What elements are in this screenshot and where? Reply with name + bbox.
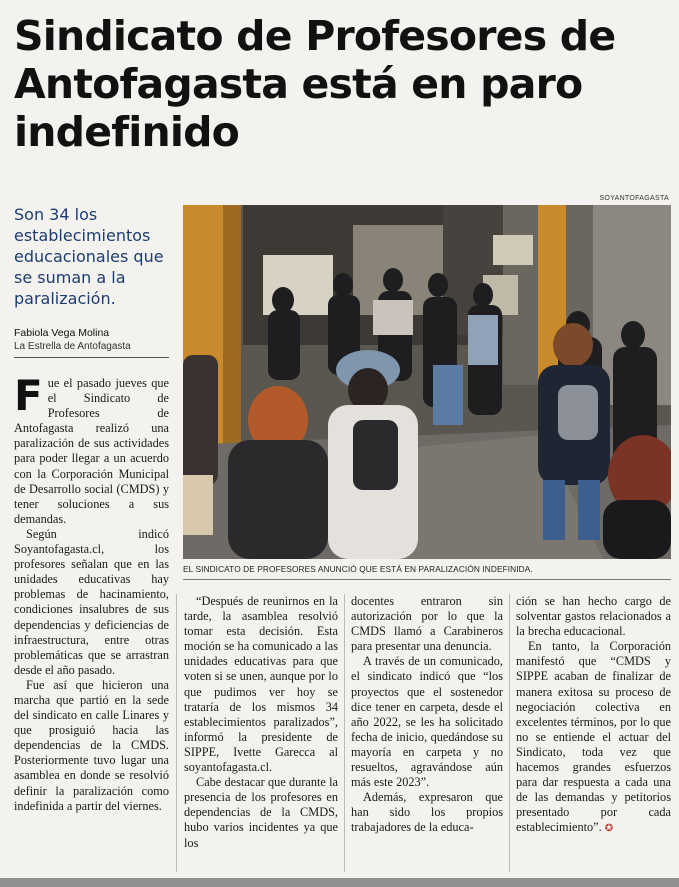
paragraph: docentes entraron sin autorización por lo que la CMDS llamó a Carabineros para presentar una denuncia. xyxy=(351,594,503,654)
crowd-illustration xyxy=(183,205,671,559)
paragraph-text: En tanto, la Corporación manifestó que “CMDS y SIPPE acaban de finalizar de manera exitosa su proceso de negociación colectiva en excelentes términos, por lo que no se entiende el actuar del Sindicato, toda vez que hacemos grandes esfuerzos para dar respuesta a cada una de las demandas y petitorios presentado por cada establecimiento”. xyxy=(516,639,671,835)
column-divider xyxy=(344,594,345,872)
paragraph xyxy=(14,371,169,527)
news-photo xyxy=(183,205,671,559)
article-column-2 xyxy=(184,594,338,851)
end-mark-icon: ✪ xyxy=(604,823,614,835)
paragraph-text: ue el pasado jueves que el Sindicato de Profesores de Antofagasta realizó una paralización de sus actividades para poder llegar a un acuerdo con la Corporación Municipal de Desarrollo social (CMDS) y tener soluciones a sus demandas. xyxy=(14,376,169,526)
paragraph: Cabe destacar que durante la presencia de los profesores en dependencias de la CMDS, hubo varios incidentes ya que los xyxy=(184,775,338,850)
caption-divider xyxy=(183,579,671,580)
kicker-subtitle: Son 34 los establecimientos educacionales que se suman a la paralización. xyxy=(14,205,164,308)
article-column-3 xyxy=(351,594,503,836)
byline-outlet: La Estrella de Antofagasta xyxy=(14,341,131,352)
byline-author: Fabiola Vega Molina xyxy=(14,327,110,339)
column-divider xyxy=(509,594,510,872)
paragraph: “Después de reunirnos en la tarde, la asamblea resolvió tomar esta decisión. Esta moción se ha comunicado a las unidades educativas para que voten si se unen, aunque por lo que pudimos ver hoy se trataría de los mismos 34 establecimientos paralizados”, informó la presidente de SIPPE, Ivette Garecca al soyantofagasta.cl. xyxy=(184,594,338,775)
footer-bar xyxy=(0,878,679,887)
byline-divider xyxy=(14,357,169,358)
drop-cap: F xyxy=(14,371,43,420)
article-column-4 xyxy=(516,594,671,837)
photo-credit: SOYANTOFAGASTA xyxy=(599,195,669,202)
paragraph: Además, expresaron que han sido los propios trabajadores de la educa- xyxy=(351,790,503,835)
paragraph xyxy=(516,639,671,836)
paragraph: Según indicó Soyantofagasta.cl, los profesores señalan que en las unidades educativas hay problemas de hacinamiento, condiciones insalubres de sus dependencias y deficiencias de infraestructura, entre otras problemáticas que se arrastran desde el año pasado. xyxy=(14,526,169,677)
headline: Sindicato de Profesores de Antofagasta está en paro indefinido xyxy=(14,12,616,156)
paragraph: Fue así que hicieron una marcha que partió en la sede del sindicato en calle Linares y que prosiguió hacia las dependencias de la CMDS. Posteriormente tuvo lugar una asamblea en donde se resolvió definir la paralización como indefinida a partir del viernes. xyxy=(14,677,169,813)
column-divider xyxy=(176,594,177,872)
paragraph: A través de un comunicado, el sindicato indicó que “los proyectos que el sostenedor dice tener en carpeta, desde el año 2022, se les ha solicitado fecha de inicio, quedándose su mayoría en carpeta y no resueltos, agravándose aún más este 2023”. xyxy=(351,654,503,790)
paragraph: ción se han hecho cargo de solventar gastos relacionados a la brecha educacional. xyxy=(516,594,671,639)
article-column-1 xyxy=(14,371,169,814)
photo-caption: EL SINDICATO DE PROFESORES ANUNCIÓ QUE ESTÁ EN PARALIZACIÓN INDEFINIDA. xyxy=(183,564,533,574)
